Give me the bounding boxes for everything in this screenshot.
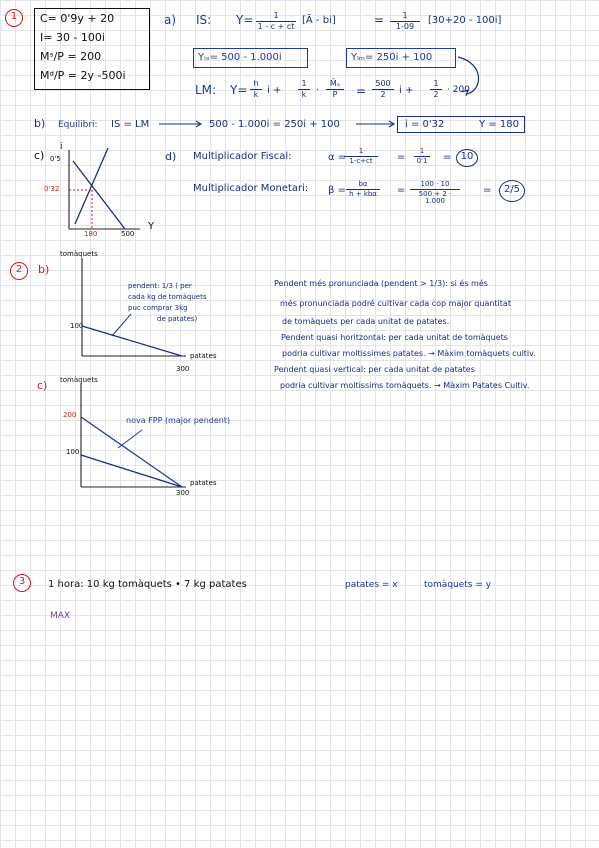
- is-numeric-fraction: $\frac{1}{1-09}$: [390, 12, 420, 31]
- lm-one-over-2: $\frac{1}{2}$: [430, 80, 442, 99]
- q2b-potatoes-axis-label: patates: [190, 352, 217, 360]
- lm-equals: =: [356, 84, 367, 98]
- q2b-ppf-line: [82, 326, 182, 356]
- q2-part-c-label: c): [37, 379, 48, 392]
- lm-result: Yₗₘ= 250i + 100: [351, 52, 433, 63]
- q2c-annotation-arrow: [118, 430, 142, 448]
- money-supply-equation: Mˢ/P = 200: [40, 50, 102, 63]
- slope-note-line-2: cada kg de tomàquets: [128, 293, 207, 301]
- beta-numeric-fraction: $\frac{100 \cdot 10}{500 + 2 \cdot 1.000}$: [410, 181, 460, 205]
- beta-fraction: bα h + kbα: [346, 181, 380, 198]
- explanation-line-3: de tomàquets per cada unitat de patates.: [282, 317, 450, 326]
- beta-equals: =: [397, 185, 406, 196]
- is-multiplier-fraction: $\frac{1}{1 - c + ct}$: [257, 11, 295, 31]
- tomatoes-variable: tomàquets = y: [424, 580, 492, 590]
- q2c-tomatoes-tick-200: 200: [63, 411, 77, 419]
- equilibrium-output: Y = 180: [479, 119, 519, 130]
- new-ppf-annotation: nova FPP (major pendent): [126, 416, 231, 425]
- equilibrium-equation: 500 - 1.000i = 250i + 100: [209, 119, 340, 130]
- production-per-hour: 1 hora: 10 kg tomàquets • 7 kg patates: [48, 579, 247, 590]
- q2-part-b-label: b): [38, 263, 50, 276]
- lm-mo-over-p: $\frac{\text{M̄ₒ}}{P}$: [326, 80, 344, 99]
- potatoes-variable: patates = x: [345, 580, 398, 590]
- investment-equation: I= 30 - 100i: [40, 31, 105, 44]
- question-3-number: 3: [13, 574, 31, 592]
- q2c-potatoes-axis-label: patates: [190, 479, 217, 487]
- lm-curve: [75, 148, 108, 224]
- money-demand-equation: Mᵈ/P = 2y -500i: [40, 69, 126, 82]
- explanation-line-6: Pendent quasi vertical: per cada unitat de patates: [274, 365, 475, 374]
- explanation-line-7: podria cultivar moltissims tomàquets. → Màxim Patates Cultiv.: [280, 381, 530, 390]
- alpha-equals-2: =: [443, 152, 452, 163]
- is-curve: [73, 161, 125, 229]
- is-numeric-bracket: [30+20 - 100i]: [428, 15, 502, 26]
- q2c-new-ppf-line: [81, 417, 182, 487]
- lm-times-200: · 200: [447, 85, 470, 95]
- is-result: Yᵢₛ= 500 - 1.000i: [198, 52, 282, 63]
- slope-note-line-4: de patates): [157, 315, 198, 323]
- output-tick-180: 180: [84, 230, 98, 238]
- lm-h-over-k: $\frac{h}{k}$: [250, 80, 262, 99]
- interest-axis-label: i: [60, 142, 63, 152]
- lm-one-over-k: $\frac{1}{k}$: [298, 80, 310, 99]
- q2c-old-ppf-line: [81, 455, 182, 487]
- q2c-potatoes-tick-300: 300: [176, 489, 190, 497]
- interest-tick-05: 0'5: [50, 155, 61, 163]
- part-a-label: a): [164, 13, 177, 27]
- explanation-line-2: més pronunciada podré cultivar cada cop major quantitat: [280, 299, 511, 308]
- alpha-symbol: α =: [328, 152, 347, 163]
- is-autonomous-bracket: [Ā - bi]: [302, 15, 336, 26]
- fiscal-multiplier-label: Multiplicador Fiscal:: [193, 151, 292, 162]
- explanation-line-4: Pendent quasi horitzontal: per cada unitat de tomàquets: [281, 333, 508, 342]
- lm-arrow-head: [462, 90, 468, 96]
- output-axis-label: Y: [148, 221, 155, 232]
- explanation-line-1: Pendent més pronunciada (pendent > 1/3): si és més: [274, 279, 488, 288]
- question-2-number: 2: [10, 262, 28, 280]
- part-d-label: d): [165, 150, 177, 163]
- monetary-multiplier-result: 2/5: [499, 180, 525, 202]
- q2b-tomatoes-axis-label: tomàquets: [60, 250, 98, 258]
- explanation-line-5: podria cultivar moltissimes patates. → Màxim tomàquets cultiv.: [282, 349, 536, 358]
- q2b-tomatoes-tick-100: 100: [70, 322, 84, 330]
- equilibrium-title: Equilibri:: [58, 120, 98, 130]
- beta-equals-2: =: [483, 185, 492, 196]
- is-equals: =: [374, 13, 385, 27]
- monetary-multiplier-label: Multiplicador Monetari:: [193, 183, 309, 194]
- q2c-tomatoes-axis-label: tomàquets: [60, 376, 98, 384]
- fiscal-multiplier-result: 10: [456, 149, 478, 167]
- consumption-equation: C= 0'9y + 20: [40, 12, 115, 25]
- q2b-potatoes-tick-300: 300: [176, 365, 190, 373]
- max-label: MAX: [50, 611, 71, 621]
- lm-i-plus: i +: [267, 85, 282, 96]
- lm-dot: ·: [316, 85, 320, 96]
- part-c-label: c): [34, 149, 45, 162]
- beta-symbol: β =: [328, 185, 346, 196]
- alpha-fraction: $\frac{1}{1-c+ct}$: [344, 148, 378, 165]
- lm-label: LM:: [195, 83, 217, 97]
- slope-note-line-1: pendent: 1/3 ( per: [128, 282, 192, 290]
- is-label: IS:: [196, 13, 212, 27]
- output-tick-500: 500: [121, 230, 135, 238]
- slope-note-line-3: puc comprar 3kg: [128, 304, 188, 312]
- alpha-equals: =: [397, 152, 406, 163]
- lm-curved-arrow: [458, 57, 479, 94]
- is-y: Y=: [236, 13, 254, 27]
- alpha-numeric-fraction: $\frac{1}{0'1}$: [414, 148, 430, 165]
- lm-y: Y=: [230, 83, 248, 97]
- q2c-tomatoes-tick-100: 100: [66, 448, 80, 456]
- is-equals-lm: IS = LM: [111, 119, 150, 130]
- lm-i-plus-2: i +: [399, 85, 414, 96]
- lm-500-over-2: $\frac{500}{2}$: [372, 80, 394, 99]
- q2b-annotation-arrow: [112, 314, 131, 336]
- part-b-label: b): [34, 117, 46, 130]
- equilibrium-interest-rate: i = 0'32: [405, 119, 445, 130]
- question-1-number: 1: [5, 9, 23, 27]
- interest-tick-032: 0'32: [44, 185, 60, 193]
